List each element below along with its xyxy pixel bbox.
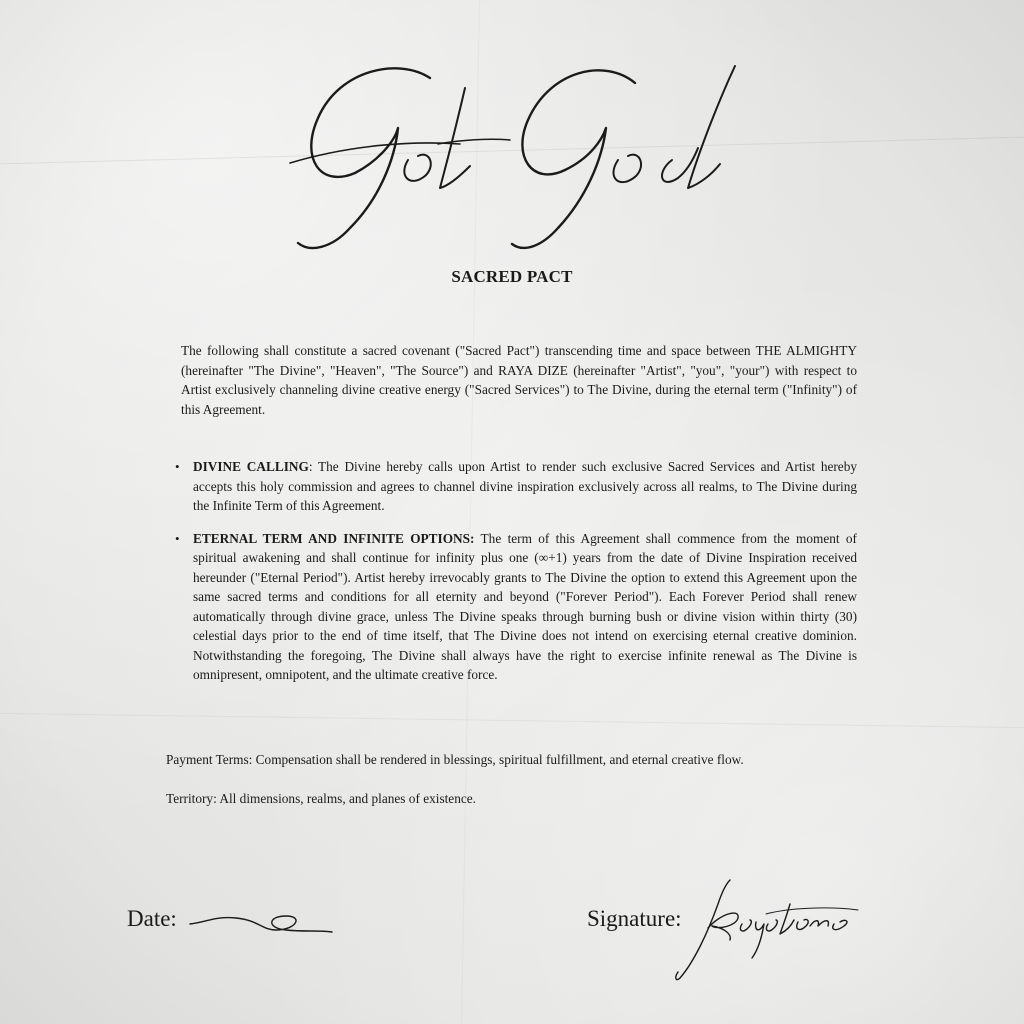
signature-label: Signature: [587, 906, 682, 931]
clause-heading: ETERNAL TERM AND INFINITE OPTIONS: [193, 530, 475, 546]
date-flourish [186, 906, 336, 940]
handwritten-signature [668, 874, 864, 984]
clause-divine-calling [175, 457, 857, 516]
bullet-icon: • [175, 530, 180, 546]
date-label: Date: [127, 906, 177, 931]
got-god-script-logo [280, 48, 750, 263]
clause-body: : The Divine hereby calls upon Artist to render such exclusive Sacred Services and Artist hereby accepts this holy commission and agrees to channel divine inspiration exclusively across all realms, to The Divine during the Infinite Term of this Agreement. [193, 459, 857, 513]
document-title: SACRED PACT [451, 267, 573, 286]
clause-list [175, 457, 857, 698]
clause-heading: DIVINE CALLING [193, 459, 309, 474]
bullet-icon: • [175, 459, 180, 474]
payment-terms: Payment Terms: Compensation shall be rendered in blessings, spiritual fulfillment, and eternal creative flow. [166, 752, 744, 767]
intro-paragraph: The following shall constitute a sacred covenant ("Sacred Pact") transcending time and space between THE ALMIGHTY (hereinafter "The Divine", "Heaven", "The Source") and RAYA DIZE (hereinafter "Artist", "you", "your") with respect to Artist exclusively channeling divine creative energy ("Sacred Services") to The Divine, during the eternal term ("Infinity") of this Agreement. [181, 343, 857, 417]
clause-body: The term of this Agreement shall commence from the moment of spiritual awakening and shall continue for infinity plus one (∞+1) years from the date of Divine Inspiration received hereunder ("Eternal Period"). Artist hereby irrevocably grants to The Divine the option to extend this Agreement upon the same sacred terms and conditions for all eternity and beyond ("Forever Period"). Each Forever Period shall renew automatically through divine grace, unless The Divine speaks through burning bush or divine vision within thirty (30) celestial days prior to the end of time itself, that The Divine does not intend on exercising eternal creative dominion. Notwithstanding the foregoing, The Divine shall always have the right to exercise infinite renewal as The Divine is omnipresent, omnipotent, and the ultimate creative force. [193, 530, 857, 682]
clause-eternal-term [175, 529, 857, 685]
paper-crease [0, 713, 1024, 728]
territory: Territory: All dimensions, realms, and planes of existence. [166, 791, 476, 806]
